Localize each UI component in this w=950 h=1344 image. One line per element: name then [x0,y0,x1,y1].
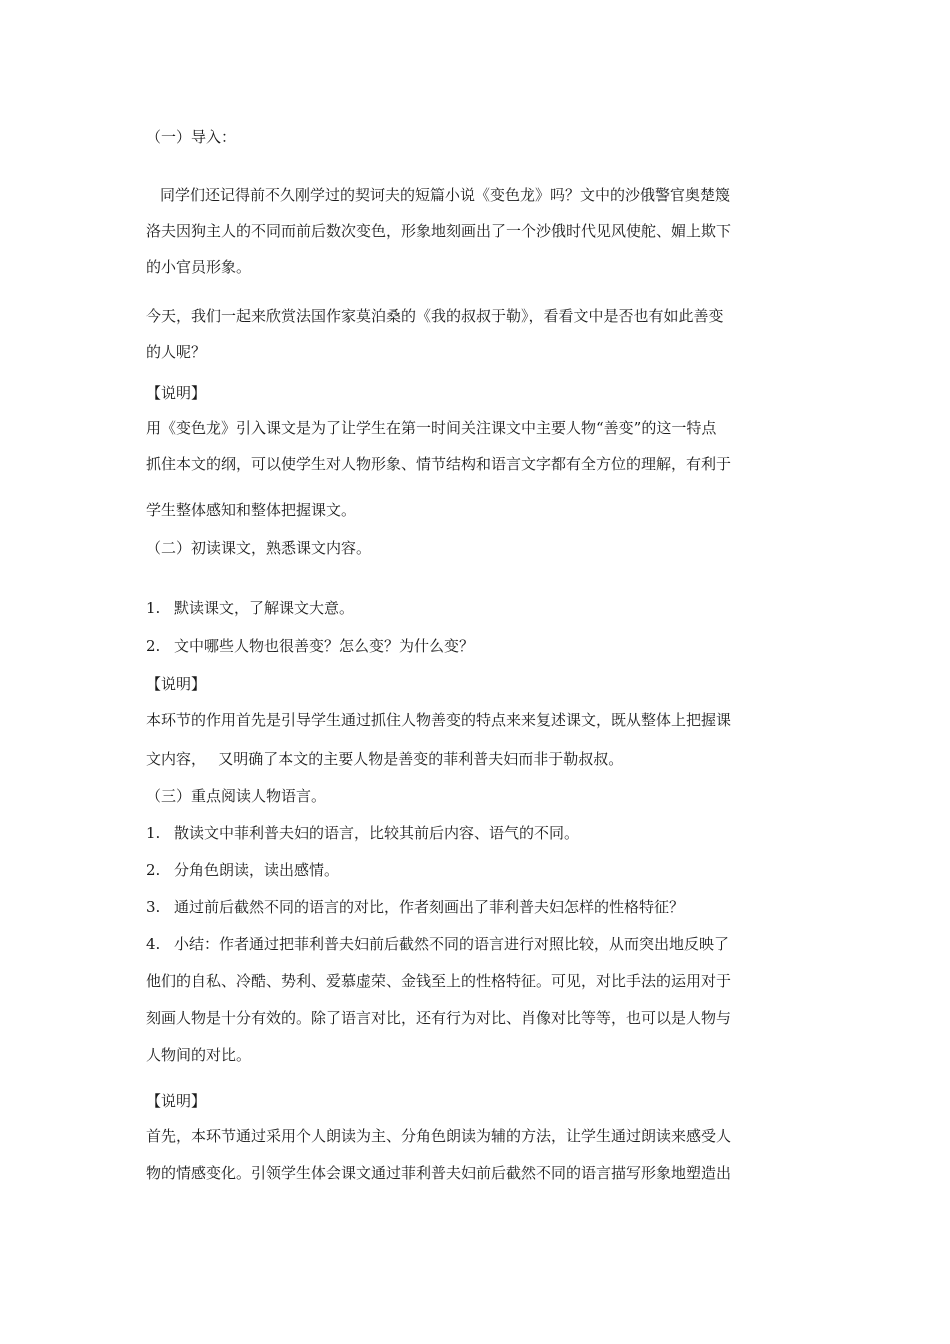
list-number: 4. [146,935,161,953]
list-number: 1. [146,599,161,617]
paragraph-line: 本环节的作用首先是引导学生通过抓住人物善变的特点来来复述课文，既从整体上把握课 [146,711,732,729]
list-number: 3. [146,898,161,916]
paragraph-line: 洛夫因狗主人的不同而前后数次变色，形象地刻画出了一个沙俄时代见风使舵、媚上欺下 [146,222,732,240]
list-item [146,934,816,954]
paragraph-line: 抓住本文的纲，可以使学生对人物形象、情节结构和语言文字都有全方位的理解，有利于 [146,455,732,473]
paragraph-line: 今天，我们一起来欣赏法国作家莫泊桑的《我的叔叔于勒》，看看文中是否也有如此善变 [146,307,724,325]
paragraph-line: 刻画人物是十分有效的。除了语言对比，还有行为对比、肖像对比等等，也可以是人物与 [146,1009,732,1027]
note-label: 【说明】 [146,675,207,693]
paragraph-line: 首先，本环节通过采用个人朗读为主、分角色朗读为辅的方法，让学生通过朗读来感受人 [146,1127,732,1145]
heading-language: （三）重点阅读人物语言。 [146,787,327,805]
list-item [146,823,816,843]
paragraph-line: 用《变色龙》引入课文是为了让学生在第一时间关注课文中主要人物“善变”的这一特点 [146,419,717,437]
list-item [146,636,816,656]
list-text: 通过前后截然不同的语言的对比，作者刻画出了菲利普夫妇怎样的性格特征？ [174,898,685,916]
paragraph-line: 物的情感变化。引领学生体会课文通过菲利普夫妇前后截然不同的语言描写形象地塑造出 [146,1164,732,1182]
list-text: 文中哪些人物也很善变？怎么变？为什么变？ [174,637,475,655]
list-number: 2. [146,637,161,655]
list-number: 1. [146,824,161,842]
list-item [146,598,816,618]
paragraph-line: 的小官员形象。 [146,258,252,276]
list-text: 默读课文，了解课文大意。 [174,599,355,617]
list-number: 2. [146,861,161,879]
list-item [146,897,816,917]
note-label: 【说明】 [146,384,207,402]
paragraph-line: 文内容， 又明确了本文的主要人物是善变的菲利普夫妇而非于勒叔叔。 [146,750,624,768]
paragraph-line: 同学们还记得前不久刚学过的契诃夫的短篇小说《变色龙》吗？文中的沙俄警官奥楚篾 [160,186,731,204]
list-item [146,860,816,880]
paragraph-line: 他们的自私、冷酷、势利、爱慕虚荣、金钱至上的性格特征。可见，对比手法的运用对于 [146,972,732,990]
list-text: 小结：作者通过把菲利普夫妇前后截然不同的语言进行对照比较，从而突出地反映了 [174,935,730,953]
list-text: 散读文中菲利普夫妇的语言，比较其前后内容、语气的不同。 [174,824,580,842]
paragraph-line: 的人呢？ [146,343,207,361]
list-text: 分角色朗读，读出感情。 [174,861,340,879]
heading-intro: （一）导入： [146,128,237,146]
heading-read: （二）初读课文，熟悉课文内容。 [146,539,372,557]
note-label: 【说明】 [146,1092,207,1110]
paragraph-line: 人物间的对比。 [146,1046,252,1064]
paragraph-line: 学生整体感知和整体把握课文。 [146,501,357,519]
